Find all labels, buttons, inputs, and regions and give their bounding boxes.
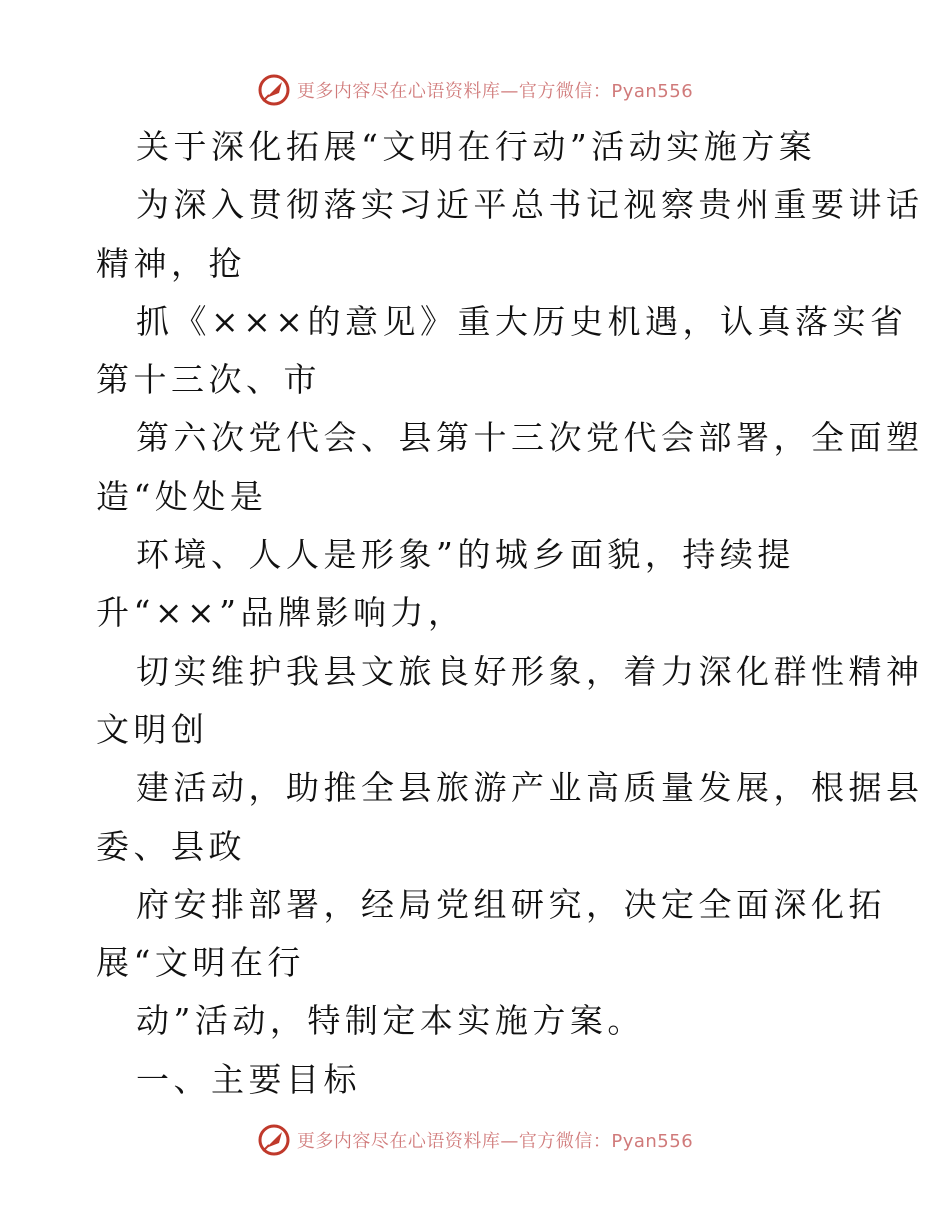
paragraph-line: 切实维护我县文旅良好形象，着力深化群性精神 <box>136 651 924 691</box>
paragraph-line: 升“××”品牌影响力， <box>96 593 466 633</box>
footer-banner <box>0 1120 950 1160</box>
paragraph-line: 精神，抢 <box>96 243 246 283</box>
paragraph-line: 委、县政 <box>96 826 246 866</box>
header-banner-text: 更多内容尽在心语资料库—官方微信：Pyan556 <box>296 81 694 102</box>
paragraph-line: 府安排部署，经局党组研究，决定全面深化拓 <box>136 884 886 924</box>
paragraph-line: 建活动，助推全县旅游产业高质量发展，根据县 <box>136 768 924 808</box>
paragraph-line: 展“文明在行 <box>96 943 305 983</box>
document-title: 关于深化拓展“文明在行动”活动实施方案 <box>136 127 817 166</box>
paragraph-line: 抓《×××的意见》重大历史机遇，认真落实省 <box>136 301 908 341</box>
paragraph-line: 环境、人人是形象”的城乡面貌，持续提 <box>136 535 795 575</box>
section-heading: 一、主要目标 <box>136 1059 361 1099</box>
quill-logo-icon <box>257 1123 291 1157</box>
header-banner <box>0 70 950 110</box>
paragraph-line: 为深入贯彻落实习近平总书记视察贵州重要讲话 <box>136 185 924 225</box>
paragraph-line: 第十三次、市 <box>96 360 321 400</box>
footer-banner-text: 更多内容尽在心语资料库—官方微信：Pyan556 <box>296 1131 694 1152</box>
paragraph-line: 文明创 <box>96 709 209 749</box>
paragraph-line: 动”活动，特制定本实施方案。 <box>136 1001 645 1041</box>
document-body <box>96 118 924 1109</box>
quill-logo-icon <box>257 73 291 107</box>
paragraph-line: 造“处处是 <box>96 476 268 516</box>
paragraph-line: 第六次党代会、县第十三次党代会部署，全面塑 <box>136 418 924 458</box>
